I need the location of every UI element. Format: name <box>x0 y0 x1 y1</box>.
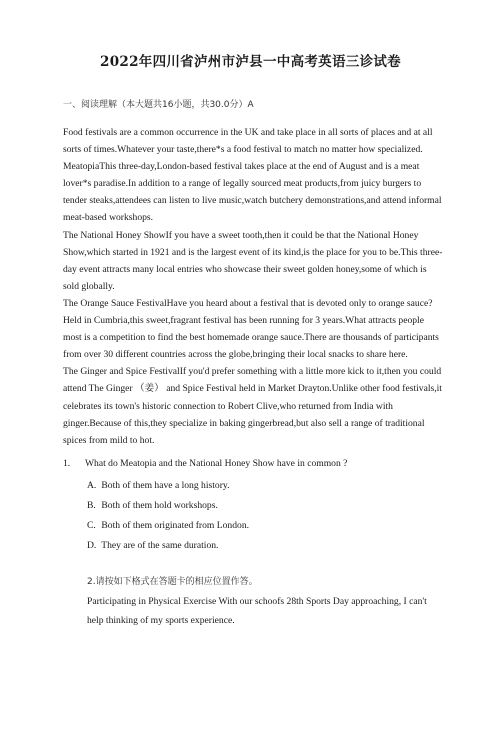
option-letter: D. <box>87 539 97 551</box>
option-text: Both of them hold workshops. <box>101 499 218 511</box>
passage-paragraph-honey-show: The National Honey ShowIf you have a sweet tooth,then it could be that the National Honey Show,which started in 1921 and is the largest event of its kind,is the place for you to be.This three-day event attracts many local entries who showcase their sweet golden honey,some of which is sold globally. <box>63 229 443 292</box>
question-text: What do Meatopia and the National Honey Show have in common ? <box>85 457 348 469</box>
option-text: Both of them originated from London. <box>101 519 250 531</box>
passage-paragraph-ginger-spice: The Ginger and Spice FestivalIf you'd prefer something with a little more kick to it,then you could attend The Ginger （姜） and Spice Festival held in Market Drayton.Unlike other food festivals,it celebrates its town's historic connection to Robert Clive,who returned from India with ginger.Because of this,they specialize in baking gingerbread,but also sell a range of traditional spices from mild to hot. <box>63 366 442 446</box>
passage-paragraph-orange-sauce: The Orange Sauce FestivalHave you heard about a festival that is devoted only to orange sauce? Held in Cumbria,this sweet,fragrant festival has been running for 3 years.What attracts people most is a competition to find the best homemade orange sauce.There are thousands of participants from over 30 different countries across the globe,bringing their local snacks to share here. <box>63 297 439 361</box>
answer-instruction-note: 2.请按如下格式在答题卡的相应位置作答。 <box>87 576 258 587</box>
option-b <box>87 496 443 516</box>
document-body <box>63 124 443 631</box>
question-number: 1. <box>63 457 71 469</box>
option-c <box>87 516 443 536</box>
section-heading: 一、阅读理解（本大题共16小题，共30.0分）A <box>63 100 254 110</box>
answer-options <box>63 476 443 556</box>
option-letter: C. <box>87 519 96 531</box>
document-title: 2022年四川省泸州市泸县一中高考英语三诊试卷 <box>100 54 401 70</box>
option-letter: B. <box>87 499 96 511</box>
option-text: Both of them have a long history. <box>101 479 230 491</box>
option-text: They are of the same duration. <box>101 539 219 551</box>
passage-paragraph-food-festivals: Food festivals are a common occurrence in the UK and take place in all sorts of places and at all sorts of times.Whatever your taste,there*s a food festival to match no matter how specialized. MeatopiaThis three-day,London-based festival takes place at the end of August and is a meat lover*s paradise.In addition to a range of legally sourced meat products,from juicy burgers to tender steaks,attendees can listen to live music,watch butchery demonstrations,and attend informal meat-based workshops. <box>63 127 442 224</box>
question-1 <box>63 455 443 472</box>
option-a <box>87 476 443 496</box>
writing-prompt-paragraph: Participating in Physical Exercise With our schoofs 28th Sports Day approaching, I can't help thinking of my sports experience. <box>87 595 427 627</box>
option-letter: A. <box>87 479 97 491</box>
option-d <box>87 536 443 556</box>
